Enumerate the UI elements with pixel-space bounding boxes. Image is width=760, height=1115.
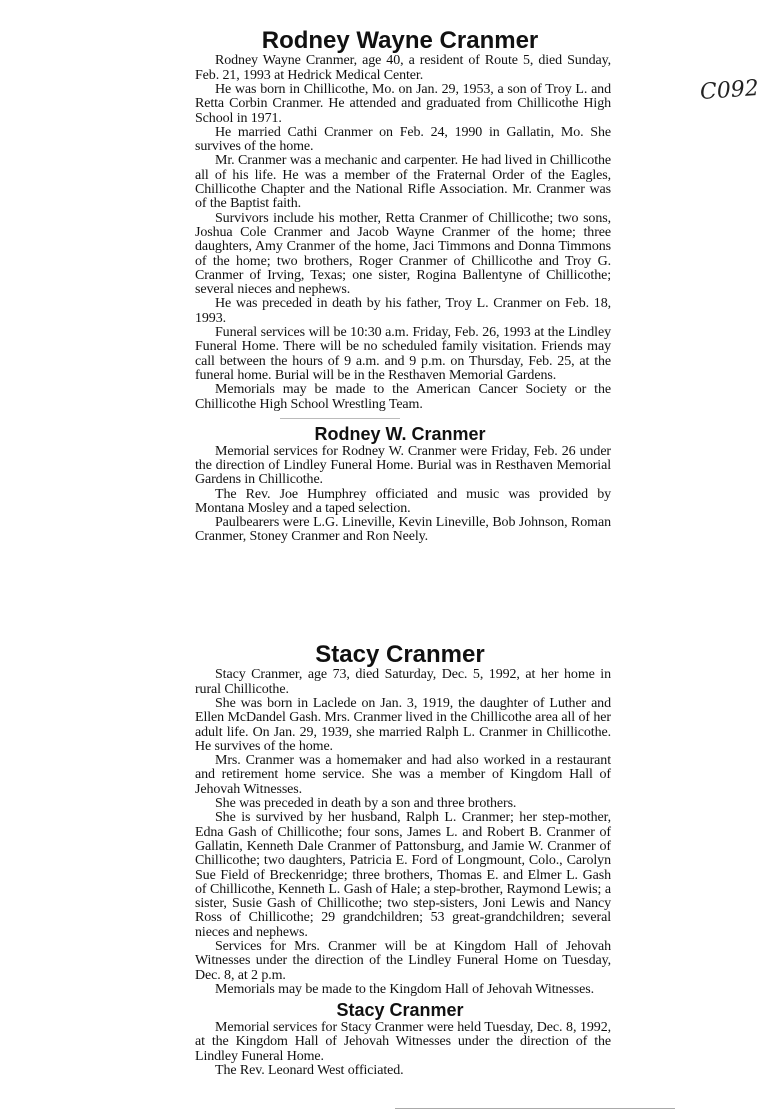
obituary-paragraph: She was preceded in death by a son and three brothers. [215, 796, 517, 812]
obituary-paragraph: Memorials may be made to the Kingdom Hall of Jehovah Witnesses. [215, 981, 594, 997]
stacy-section [0, 642, 760, 1109]
obituary-paragraph: She was born in Laclede on Jan. 3, 1919, the daughter of Luther and Ellen McDandel Gash. Mrs. Cranmer lived in the Chillicothe area all of her adult life. On Jan. 29, 1939, she married Ralph L. Cranmer in Chillicothe. He survives of the home. [195, 695, 611, 754]
obituary-title-rodney-w: Rodney W. Cranmer [314, 423, 486, 444]
handwritten-code: C092 [699, 75, 760, 106]
divider [280, 418, 400, 419]
obituary-paragraph: He was preceded in death by his father, Troy L. Cranmer on Feb. 18, 1993. [195, 296, 611, 326]
obituary-paragraph: Memorial services for Stacy Cranmer were held Tuesday, Dec. 8, 1992, at the Kingdom Hall of Jehovah Witnesses under the direction of the Lindley Funeral Home. [195, 1020, 611, 1064]
obituary-paragraph: She is survived by her husband, Ralph L. Cranmer; her step-mother, Edna Gash of Chillicothe; four sons, James L. and Robert B. Cranmer of Gallatin, Kenneth Dale Cranmer of Pattonsburg, and Jamie W. Cranmer of Chillicothe; two daughters, Patricia E. Ford of Longmount, Colo., Carolyn Sue Field of Breckenridge; three brothers, Thomas E. and Elmer L. Gash of Chillicothe, Kenneth L. Gash of Hale; a step-brother, Raymond Lewis; a sister, Susie Gash of Chillicothe; two step-sisters, Joni Lewis and Nancy Ross of Chillicothe; 29 grandchildren; 53 great-grandchildren; several nieces and nephews. [195, 810, 611, 940]
obituary-paragraph: Memorials may be made to the American Cancer Society or the Chillicothe High School Wrestling Team. [195, 382, 611, 412]
obituary-body-rodney-w [195, 445, 611, 545]
obituary-paragraph: The Rev. Leonard West officiated. [215, 1062, 404, 1078]
obituary-paragraph: Services for Mrs. Cranmer will be at Kingdom Hall of Jehovah Witnesses under the direction of the Lindley Funeral Home on Tuesday, Dec. 8, at 2 p.m. [195, 939, 611, 983]
obituary-paragraph: Survivors include his mother, Retta Cranmer of Chillicothe; two sons, Joshua Cole Cranmer and Jacob Wayne Cranmer of the home; three daughters, Amy Cranmer of the home, Jaci Timmons and Donna Timmons of the home; two brothers, Roger Cranmer of Chillicothe and Troy G. Cranmer of Irving, Texas; one sister, Rogina Ballentyne of Chillicothe; several nieces and nephews. [195, 210, 611, 298]
obituary-title-stacy: Stacy Cranmer [315, 641, 485, 668]
obituary-paragraph: He was born in Chillicothe, Mo. on Jan. 29, 1953, a son of Troy L. and Retta Corbin Cranmer. He attended and graduated from Chillicothe High School in 1971. [195, 81, 611, 126]
obituary-body-stacy [195, 668, 611, 997]
obituary-body-rodney-wayne [195, 54, 611, 411]
rodney-section [0, 28, 760, 642]
bottom-rule [395, 1108, 675, 1109]
obituary-paragraph: The Rev. Joe Humphrey officiated and music was provided by Montana Mosley and a taped selection. [195, 486, 611, 516]
obituary-title-stacy-memorial: Stacy Cranmer [336, 1000, 464, 1021]
obituary-paragraph: Stacy Cranmer, age 73, died Saturday, Dec. 5, 1992, at her home in rural Chillicothe. [195, 667, 611, 697]
obituary-paragraph: Paulbearers were L.G. Lineville, Kevin Lineville, Bob Johnson, Roman Cranmer, Stoney Cranmer and Ron Neely. [195, 515, 611, 545]
obituary-body-stacy-memorial [195, 1021, 611, 1078]
obituary-paragraph: Rodney Wayne Cranmer, age 40, a resident of Route 5, died Sunday, Feb. 21, 1993 at Hedrick Medical Center. [195, 53, 611, 83]
obituary-paragraph: Mr. Cranmer was a mechanic and carpenter. He had lived in Chillicothe all of his life. He was a member of the Fraternal Order of the Eagles, Chillicothe Chapter and the National Rifle Association. Mr. Cranmer was of the Baptist faith. [195, 153, 611, 212]
obituary-paragraph: Memorial services for Rodney W. Cranmer were Friday, Feb. 26 under the direction of Lindley Funeral Home. Burial was in Resthaven Memorial Gardens in Chillicothe. [195, 443, 611, 488]
obituary-paragraph: Funeral services will be 10:30 a.m. Friday, Feb. 26, 1993 at the Lindley Funeral Home. There will be no scheduled family visitation. Friends may call between the hours of 9 a.m. and 9 p.m. on Thursday, Feb. 25, at the funeral home. Burial will be in the Resthaven Memorial Gardens. [195, 325, 611, 383]
obituary-title-rodney-wayne: Rodney Wayne Cranmer [261, 27, 539, 54]
obituary-paragraph: He married Cathi Cranmer on Feb. 24, 1990 in Gallatin, Mo. She survives of the home. [195, 124, 611, 155]
obituary-paragraph: Mrs. Cranmer was a homemaker and had also worked in a restaurant and retirement home service. She was a member of Kingdom Hall of Jehovah Witnesses. [195, 753, 611, 797]
